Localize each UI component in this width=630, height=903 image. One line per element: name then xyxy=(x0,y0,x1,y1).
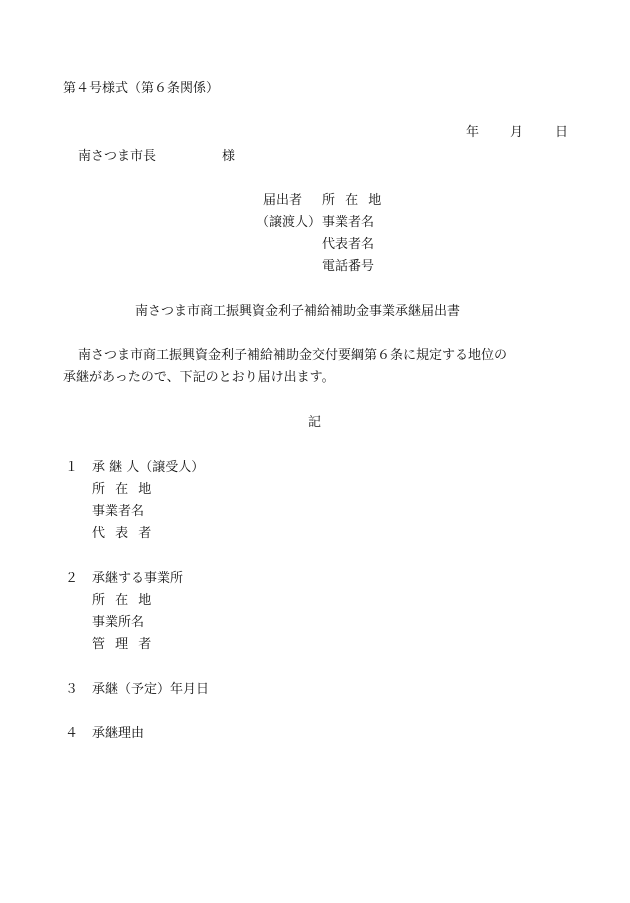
section-heading: 承継（予定）年月日 xyxy=(92,682,210,697)
ki-heading: 記 xyxy=(308,415,322,430)
section-field: 所 在 地 xyxy=(92,482,155,497)
transferor-label: （譲渡人） xyxy=(256,215,322,230)
section-field: 所 在 地 xyxy=(92,593,155,608)
form-number: 第４号様式（第６条関係） xyxy=(63,81,220,96)
section-number: １ xyxy=(65,460,79,475)
section-number: ３ xyxy=(65,682,79,697)
section-field: 事業者名 xyxy=(92,504,145,519)
section-number: ２ xyxy=(65,571,79,586)
body-text-line: 南さつま市商工振興資金利子補給補助金交付要綱第６条に規定する地位の xyxy=(78,348,508,363)
addressee-honorific: 様 xyxy=(222,149,236,164)
date-month-label: 月 xyxy=(510,125,524,140)
applicant-business-name-field: 事業者名 xyxy=(322,215,375,230)
date-year-label: 年 xyxy=(466,125,480,140)
addressee xyxy=(78,150,268,166)
section-heading: 承継理由 xyxy=(92,726,145,741)
body-text-line: 承継があったので、下記のとおり届け出ます。 xyxy=(63,370,335,385)
section-field: 代 表 者 xyxy=(92,526,155,541)
section-heading: 承継する事業所 xyxy=(92,571,184,586)
document-title: 南さつま市商工振興資金利子補給補助金事業承継届出書 xyxy=(135,304,461,319)
date-day-label: 日 xyxy=(555,125,569,140)
applicant-representative-field: 代表者名 xyxy=(322,237,375,252)
section-field: 管 理 者 xyxy=(92,637,155,652)
applicant-label: 届出者 xyxy=(263,193,303,208)
section-field: 事業所名 xyxy=(92,615,145,630)
section-number: ４ xyxy=(65,726,79,741)
applicant-address-field: 所 在 地 xyxy=(322,193,385,208)
date-line xyxy=(466,126,571,142)
addressee-name: 南さつま市長 xyxy=(78,149,157,164)
section-heading: 承 継 人（譲受人） xyxy=(92,460,205,475)
applicant-phone-field: 電話番号 xyxy=(322,259,375,274)
